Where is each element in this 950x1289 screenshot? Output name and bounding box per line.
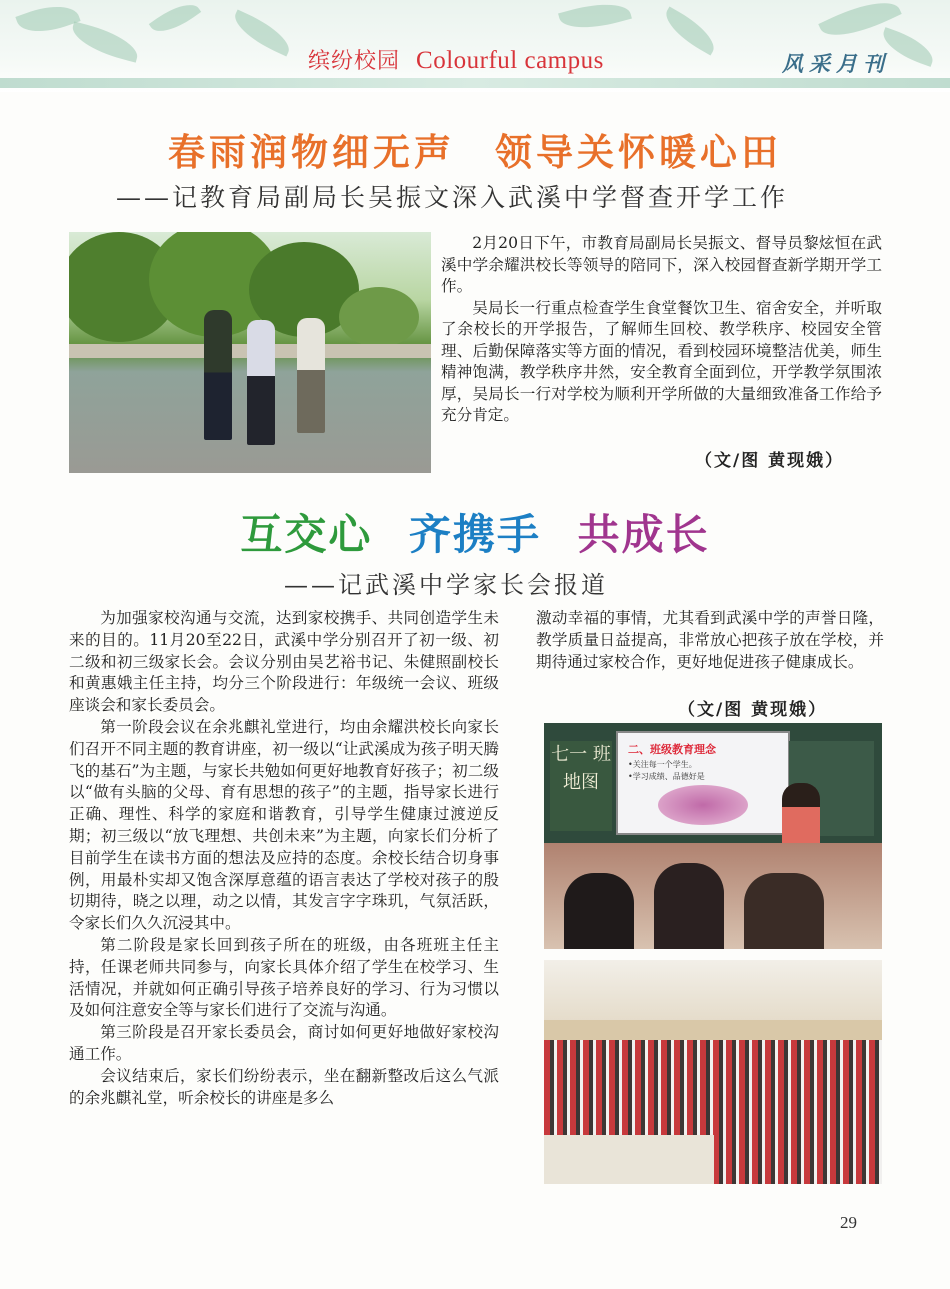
page-header — [0, 0, 950, 92]
section-title-en: Colourful campus — [416, 47, 604, 74]
article2-paragraph: 激动幸福的事情，尤其看到武溪中学的声誉日隆，教学质量日益提高，非常放心把孩子放在学校，并期待通过家校合作，更好地促进孩子健康成长。 — [536, 609, 884, 671]
blackboard-text: 七一 班地图 — [550, 741, 612, 831]
article2-title-word: 共成长 — [577, 510, 710, 559]
leaf-decoration-icon — [68, 21, 142, 62]
article1-photo — [69, 232, 431, 473]
auditorium-photo — [544, 960, 882, 1184]
leaf-decoration-icon — [15, 0, 80, 41]
article2-right-column — [536, 608, 884, 673]
article1-subtitle: ——记教育局副局长吴振文深入武溪中学督查开学工作 — [116, 183, 789, 212]
section-title-cn: 缤纷校园 — [308, 49, 401, 74]
article2-paragraph: 第二阶段是家长回到孩子所在的班级，由各班班主任主持，任课老师共同参与，向家长具体介绍了学生在校学习、生活情况，并就如何正确引导孩子培养良好的学习、行为习惯以及如何注意安全等与家长们进行了交流与沟通。 — [69, 935, 499, 1020]
article1-credit: （文/图 黄现娥） — [695, 451, 845, 471]
leaf-decoration-icon — [558, 0, 632, 37]
leaf-decoration-icon — [659, 6, 722, 55]
article1-paragraph: 2月20日下午，市教育局副局长吴振文、督导员黎炫恒在武溪中学余耀洪校长等领导的陪同下，深入校园督查新学期开学工作。 — [441, 234, 882, 295]
article2-paragraph: 为加强家校沟通与交流，达到家校携手、共同创造学生未来的目的。11月20至22日，武溪中学分别召开了初一级、初二级和初三级家长会。会议分别由吴艺裕书记、朱健照副校长和黄惠娥主任主持，均分三个阶段进行：年级统一会议、班级座谈会和家长委员会。 — [69, 609, 499, 715]
slide-line: •关注每一个学生。 — [628, 760, 697, 769]
leaf-decoration-icon — [228, 10, 295, 57]
section-title — [308, 44, 604, 75]
projector-slide — [616, 731, 790, 835]
article1-body — [441, 233, 882, 427]
article2-title — [0, 502, 950, 562]
article2-paragraph: 会议结束后，家长们纷纷表示，坐在翻新整改后这么气派的余兆麒礼堂，听余校长的讲座是多么 — [69, 1066, 499, 1107]
article1-title — [0, 122, 950, 176]
article1-title-part1: 春雨润物细无声 — [168, 131, 455, 174]
page-number: 29 — [840, 1213, 857, 1232]
article2-paragraph: 第三阶段是召开家长委员会，商讨如何更好地做好家校沟通工作。 — [69, 1023, 499, 1063]
article1-paragraph: 吴局长一行重点检查学生食堂餐饮卫生、宿舍安全，并听取了余校长的开学报告，了解师生回校、教学秩序、校园安全管理、后勤保障落实等方面的情况，看到校园环境整洁优美，师生精神饱满，教学秩序井然，安全教育全面到位，开学教学氛围浓厚，吴局长一行对学校为顺利开学所做的大量细致准备工作给予充分肯定。 — [441, 298, 882, 424]
article2-left-column — [69, 608, 499, 1109]
article2-subtitle: ——记武溪中学家长会报道 — [284, 571, 608, 599]
article2-title-word: 齐携手 — [408, 510, 541, 559]
leaf-decoration-icon — [149, 0, 201, 41]
magazine-name: 风采月刊 — [782, 51, 890, 76]
slide-title: 二、班级教育理念 — [628, 743, 716, 756]
article2-title-word: 互交心 — [240, 510, 373, 559]
article2-credit: （文/图 黄现娥） — [678, 700, 828, 720]
article1-title-part2: 领导关怀暖心田 — [495, 131, 782, 174]
slide-line: •学习成绩、品德好是 — [628, 772, 705, 781]
article2-paragraph: 第一阶段会议在余兆麒礼堂进行，均由余耀洪校长向家长们召开不同主题的教育讲座，初一级以“让武溪成为孩子明天腾飞的基石”为主题，与家长共勉如何更好地教育好孩子；初二级以“做有头脑的父母、育有思想的孩子”的主题，指导家长进行正确、理性、科学的家庭和谐教育，引导学生健康过渡逆反期；初三级以“放飞理想、共创未来”为主题，向家长们分析了目前学生在读书方面的想法及应持的态度。余校长结合切身事例，用最朴实却又饱含深厚意蕴的语言表达了学校对孩子的殷切期待，晓之以理，动之以情，其发言字字珠玑，气氛活跃，令家长们久久沉浸其中。 — [69, 717, 499, 933]
classroom-meeting-photo — [544, 723, 882, 949]
header-band — [0, 78, 950, 88]
